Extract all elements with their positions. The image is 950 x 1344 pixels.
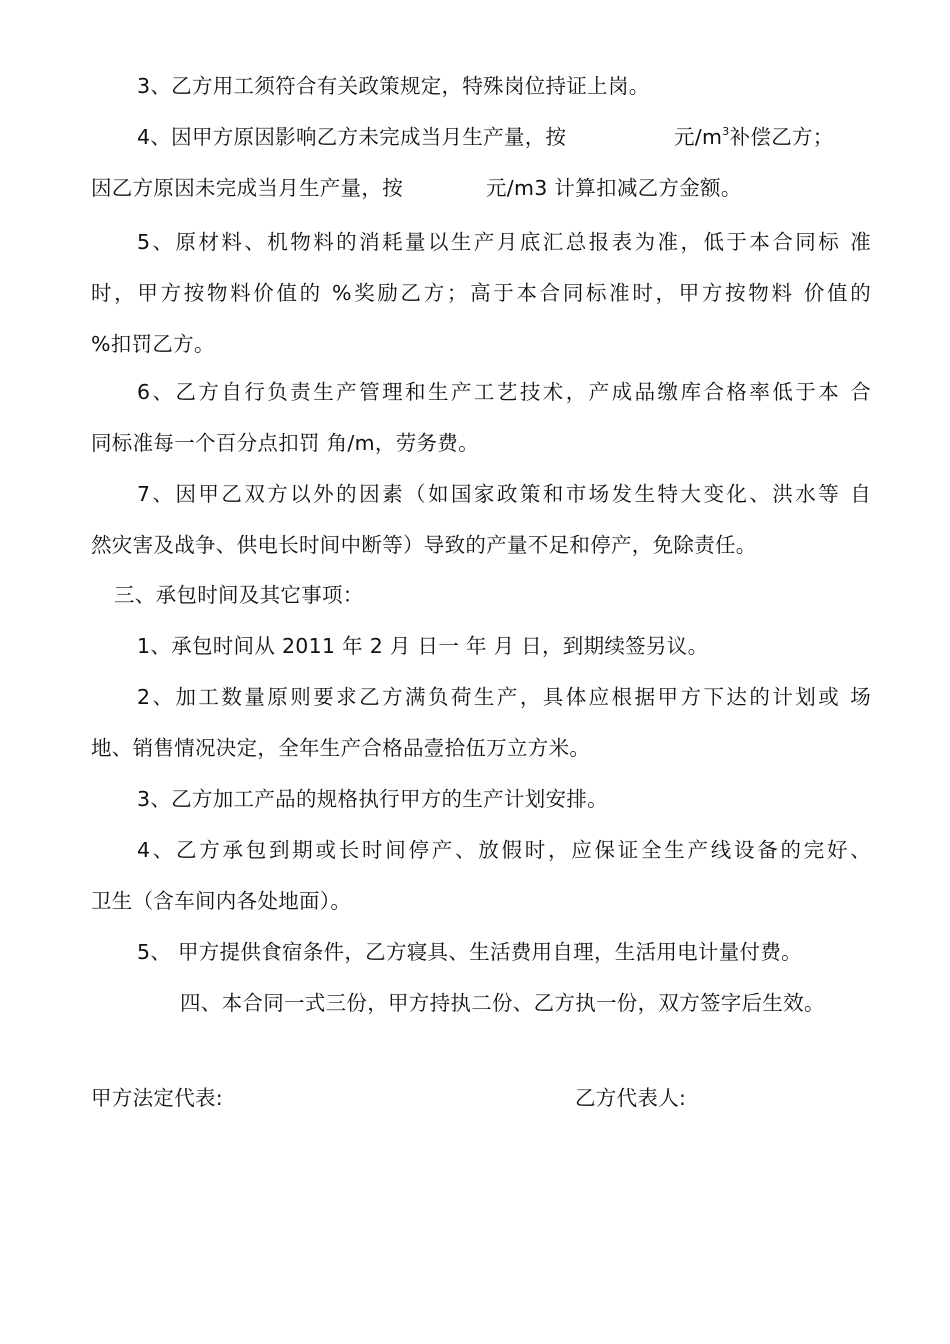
unit-text: 元/m [674,125,723,149]
clause-2-3: 3、乙方用工须符合有关政策规定，特殊岗位持证上岗。 [137,74,650,98]
clause-2-6-line1: 6、乙方自行负责生产管理和生产工艺技术，产成品缴库合格率低于本 合 [137,380,871,404]
section-3-heading: 三、承包时间及其它事项： [114,583,364,607]
clause-2-6-line2: 同标准每一个百分点扣罚 角/m，劳务费。 [91,431,479,455]
clause-2-5-line1: 5、原材料、机物料的消耗量以生产月底汇总报表为准，低于本合同标 准 [137,230,871,254]
clause-3-2-line1: 2、加工数量原则要求乙方满负荷生产，具体应根据甲方下达的计划或 场 [137,685,871,709]
clause-3-4-line2: 卫生（含车间内各处地面）。 [91,889,352,913]
clause-2-4-unit [674,124,834,150]
clause-3-3: 3、乙方加工产品的规格执行甲方的生产计划安排。 [137,787,608,811]
clause-2-7-line1: 7、因甲乙双方以外的因素（如国家政策和市场发生特大变化、洪水等 自 [137,482,871,506]
party-b-signature-label: 乙方代表人: [575,1086,687,1110]
clause-2-5-line2: 时，甲方按物料价值的 %奖励乙方；高于本合同标准时，甲方按物料 价值的 [91,281,871,305]
clause-3-4-line1: 4、乙方承包到期或长时间停产、放假时，应保证全生产线设备的完好、 [137,838,871,862]
clause-2-7-line2: 然灾害及战争、供电长时间中断等）导致的产量不足和停产，免除责任。 [91,533,757,557]
clause-2-4-part3: 元/m3 计算扣减乙方金额。 [486,176,742,200]
party-a-signature-label: 甲方法定代表: [91,1086,224,1110]
clause-3-5: 5、 甲方提供食宿条件，乙方寝具、生活费用自理，生活用电计量付费。 [137,940,802,964]
clause-2-5-line3: %扣罚乙方。 [91,332,215,356]
superscript-3: 3 [722,125,730,138]
compensate-text: 补偿乙方； [729,125,834,149]
clause-3-1: 1、承包时间从 2011 年 2 月 日一 年 月 日，到期续签另议。 [137,634,709,658]
section-4: 四、本合同一式三份，甲方持执二份、乙方执一份，双方签字后生效。 [180,991,825,1015]
clause-2-4-part2: 因乙方原因未完成当月生产量，按 [91,176,403,200]
clause-3-2-line2: 地、销售情况决定，全年生产合格品壹拾伍万立方米。 [91,736,591,760]
clause-2-4-part1: 4、因甲方原因影响乙方未完成当月生产量，按 [137,125,567,149]
